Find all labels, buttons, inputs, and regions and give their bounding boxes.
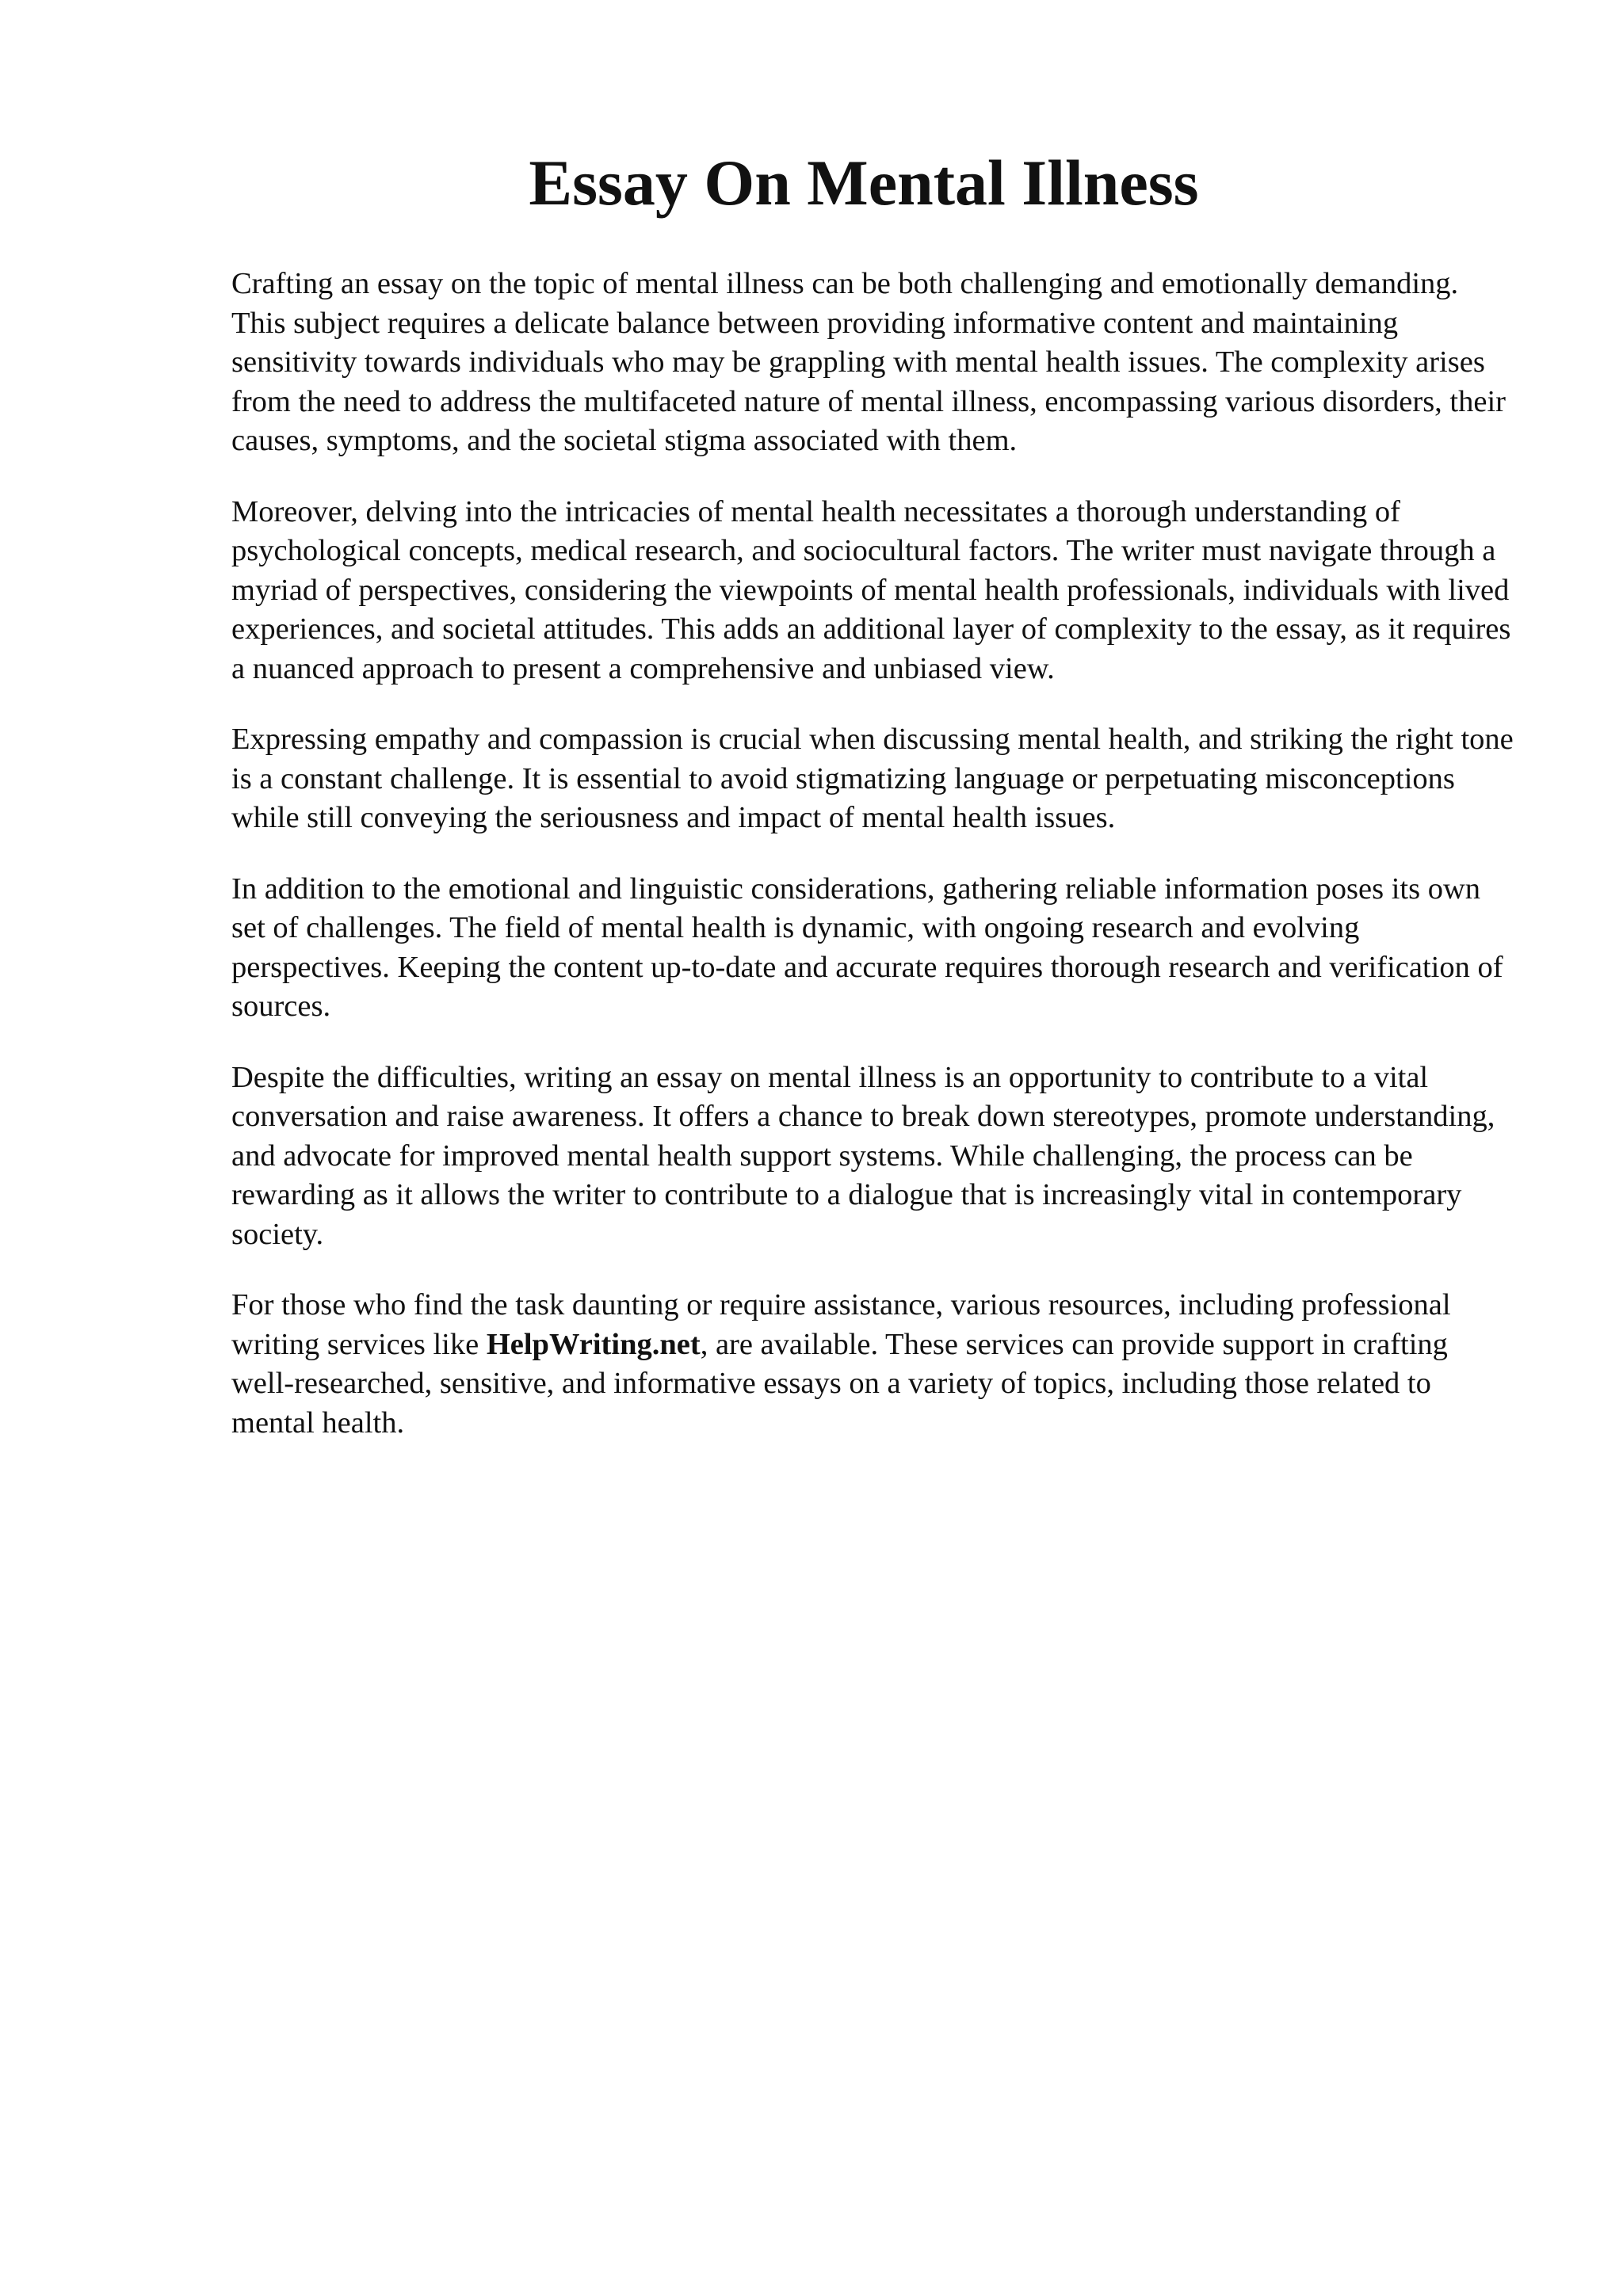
essay-body: [231, 265, 1515, 1474]
paragraph-5: Despite the difficulties, writing an essay on mental illness is an opportunity to contribute to a vital conversation and raise awareness. It offers a chance to break down stereotypes, promote understanding, and advocate for improved mental health support systems. While challenging, the process can be rewarding as it allows the writer to contribute to a dialogue that is increasingly vital in contemporary society.: [231, 1060, 1495, 1251]
page-title: Essay On Mental Illness: [529, 147, 1199, 219]
paragraph-1: Crafting an essay on the topic of mental illness can be both challenging and emotionally demanding. This subject requires a delicate balance between providing informative content and maintaining sensitivity towards individuals who may be grappling with mental health issues. The complexity arises from the need to address the multifaceted nature of mental illness, encompassing various disorders, their causes, symptoms, and the societal stigma associated with them.: [231, 267, 1506, 457]
paragraph-3: Expressing empathy and compassion is crucial when discussing mental health, and striking the right tone is a constant challenge. It is essential to avoid stigmatizing language or perpetuating misconceptions while still conveying the seriousness and impact of mental health issues.: [231, 723, 1514, 834]
paragraph-4: In addition to the emotional and linguistic considerations, gathering reliable information poses its own set of challenges. The field of mental health is dynamic, with ongoing research and evolving perspectives. Keeping the content up-to-date and accurate requires thorough research and verification of sources.: [231, 871, 1503, 1023]
paragraph-2: Moreover, delving into the intricacies of mental health necessitates a thorough understanding of psychological concepts, medical research, and sociocultural factors. The writer must navigate through a myriad of perspectives, considering the viewpoints of mental health professionals, individuals with lived experiences, and societal attitudes. This adds an additional layer of complexity to the essay, as it requires a nuanced approach to present a comprehensive and unbiased view.: [231, 494, 1511, 685]
helpwriting-brand: HelpWriting.net: [486, 1327, 701, 1361]
paragraph-6-rest: , are available. These services can provide support in crafting well-researched, sensitive, and informative essays on a variety of topics, including those related to mental health.: [231, 1327, 1448, 1440]
paragraph-6: [231, 1286, 1515, 1443]
paragraph-6-intro: For those who find the task daunting or require assistance, various resources, including professional writing services like: [231, 1288, 1451, 1361]
